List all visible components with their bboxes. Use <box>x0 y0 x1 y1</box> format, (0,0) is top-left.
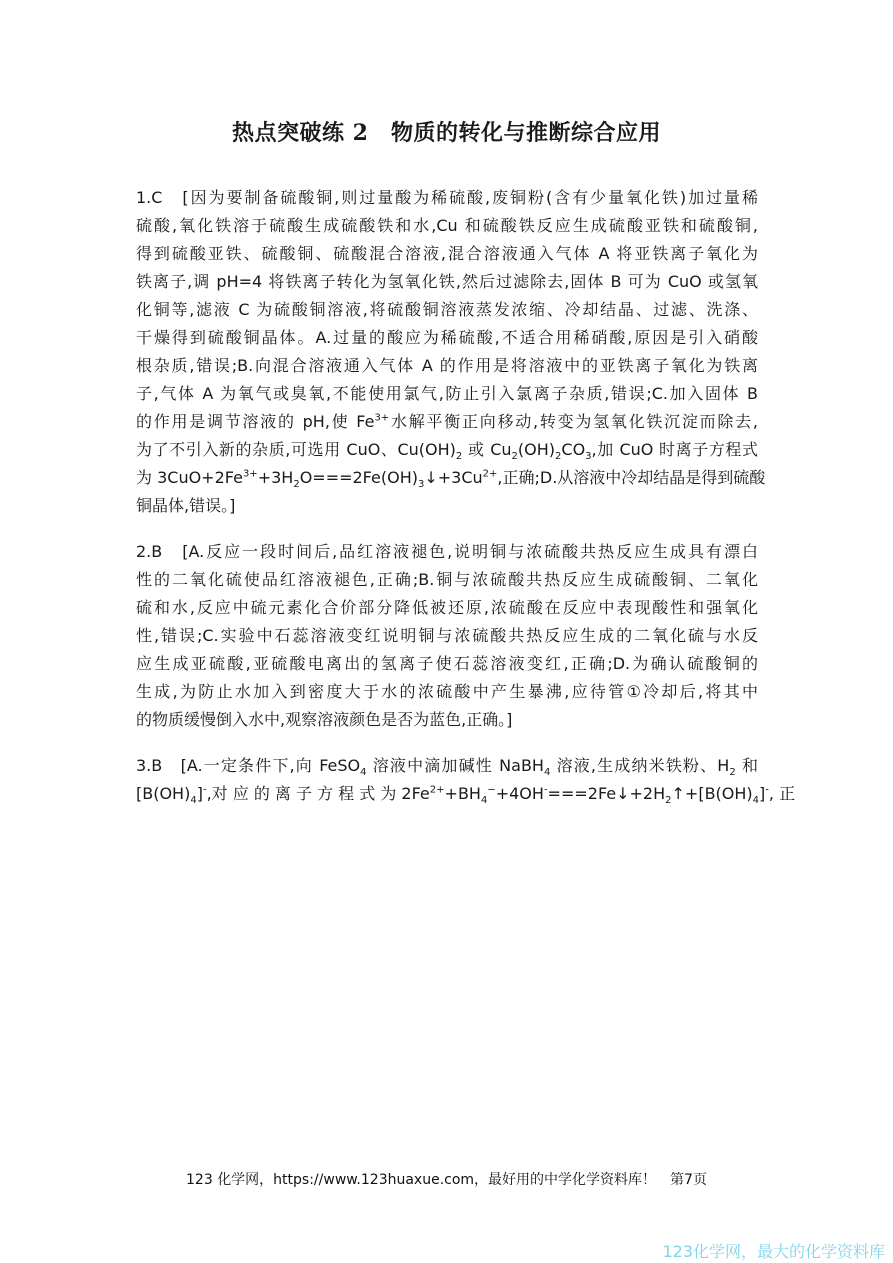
text-line: 化铜等,滤液 C 为硫酸铜溶液,将硫酸铜溶液蒸发浓缩、冷却结晶、过滤、洗涤、 <box>136 300 758 319</box>
text-run: +4OH <box>495 784 544 803</box>
text-run: +3H <box>257 468 294 487</box>
text-line <box>136 408 758 436</box>
answer-body <box>136 184 796 808</box>
text-line: 1.C [因为要制备硫酸铜,则过量酸为稀硫酸,废铜粉(含有少量氧化铁)加过量稀 <box>136 188 758 207</box>
subscript: 2 <box>455 451 463 463</box>
text-line: 铜晶体,错误。] <box>136 496 236 515</box>
text-line: 根杂质,错误;B.向混合溶液通入气体 A 的作用是将溶液中的亚铁离子氧化为铁离 <box>136 356 758 375</box>
subscript: 2 <box>729 767 736 779</box>
text-line: 生成,为防止水加入到密度大于水的浓硫酸中产生暴沸,应待管①冷却后,将其中 <box>136 682 758 701</box>
answer-3 <box>136 752 796 808</box>
text-run: , 正 <box>768 784 796 803</box>
text-run: 溶液,生成纳米铁粉、H <box>550 756 730 775</box>
superscript: 2+ <box>429 784 445 796</box>
text-line: 的物质缓慢倒入水中,观察溶液颜色是否为蓝色,正确。] <box>136 710 513 729</box>
subscript: 4 <box>752 795 760 807</box>
text-run: 的作用是调节溶液的 pH,使 Fe <box>136 412 375 431</box>
subscript: 2 <box>511 451 518 463</box>
page-footer: 123 化学网，https://www.123huaxue.com，最好用的中学化学资料库！ 第7页 <box>186 1172 707 1188</box>
text-run: ===2Fe↓+2H <box>547 784 666 803</box>
text-line: 硫和水,反应中硫元素化合价部分降低被还原,浓硫酸在反应中表现酸性和强氧化 <box>136 598 758 617</box>
superscript: 3+ <box>242 468 258 480</box>
text-run: ↓+3Cu <box>424 468 483 487</box>
text-run: 和 <box>735 756 758 775</box>
text-run: ,对 应 的 离 子 方 程 式 为 2Fe <box>206 784 430 803</box>
text-line <box>136 464 766 492</box>
text-line: 性的二氧化硫使品红溶液褪色,正确;B.铜与浓硫酸共热反应生成硫酸铜、二氧化 <box>136 570 758 589</box>
subscript: 4 <box>543 767 551 779</box>
text-run: (OH) <box>517 440 556 459</box>
text-run: 水解平衡正向移动,转变为氢氧化铁沉淀而除去, <box>389 412 758 431</box>
text-run: ] <box>759 784 766 803</box>
page-title: 热点突破练 2 物质的转化与推断综合应用 <box>232 120 661 146</box>
superscript: − <box>487 784 496 796</box>
text-line: 硫酸,氧化铁溶于硫酸生成硫酸铁和水,Cu 和硫酸铁反应生成硫酸亚铁和硫酸铜, <box>136 216 758 235</box>
watermark: 123化学网，最大的化学资料库 <box>662 1242 885 1261</box>
subscript: 4 <box>480 795 488 807</box>
text-line: 应生成亚硫酸,亚硫酸电离出的氢离子使石蕊溶液变红,正确;D.为确认硫酸铜的 <box>136 654 758 673</box>
superscript: 2+ <box>482 468 498 480</box>
text-line: 干燥得到硫酸铜晶体。A.过量的酸应为稀硫酸,不适合用稀硝酸,原因是引入硝酸 <box>136 328 758 347</box>
text-run: +BH <box>444 784 481 803</box>
subscript: 2 <box>555 451 562 463</box>
subscript: 2 <box>665 795 672 807</box>
text-run: O===2Fe(OH) <box>299 468 418 487</box>
text-line <box>136 752 758 780</box>
superscript: - <box>202 784 207 796</box>
text-run: 溶液中滴加碱性 NaBH <box>366 756 544 775</box>
subscript: 2 <box>293 479 300 491</box>
text-line: 2.B [A.反应一段时间后,品红溶液褪色,说明铜与浓硫酸共热反应生成具有漂白 <box>136 542 758 561</box>
text-run: 为 3CuO+2Fe <box>136 468 243 487</box>
text-line <box>136 780 796 808</box>
answer-1 <box>136 184 766 520</box>
superscript: - <box>765 784 769 796</box>
text-run: 3.B [A.一定条件下,向 FeSO <box>136 756 361 775</box>
text-line: 子,气体 A 为氧气或臭氧,不能使用氯气,防止引入氯离子杂质,错误;C.加入固体 B <box>136 384 758 403</box>
answer-2 <box>136 538 758 734</box>
text-run: ] <box>196 784 203 803</box>
text-run: ,正确;D.从溶液中冷却结晶是得到硫酸 <box>497 468 766 487</box>
text-run: 为了不引入新的杂质,可选用 CuO、Cu(OH) <box>136 440 456 459</box>
superscript: - <box>543 784 548 796</box>
subscript: 4 <box>360 767 367 779</box>
text-line: 铁离子,调 pH=4 将铁离子转化为氢氧化铁,然后过滤除去,固体 B 可为 CuO 或氢氧 <box>136 272 758 291</box>
text-line <box>136 436 758 464</box>
text-run: CO <box>561 440 586 459</box>
subscript: 3 <box>585 451 592 463</box>
text-run: [B(OH) <box>136 784 191 803</box>
text-run: 或 Cu <box>462 440 512 459</box>
text-line: 性,错误;C.实验中石蕊溶液变红说明铜与浓硫酸共热反应生成的二氧化硫与水反 <box>136 626 758 645</box>
subscript: 4 <box>190 795 197 807</box>
subscript: 3 <box>417 479 425 491</box>
text-run: ↑+[B(OH) <box>671 784 753 803</box>
superscript: 3+ <box>374 412 390 424</box>
text-line: 得到硫酸亚铁、硫酸铜、硫酸混合溶液,混合溶液通入气体 A 将亚铁离子氧化为 <box>136 244 758 263</box>
text-run: ,加 CuO 时离子方程式 <box>591 440 758 459</box>
